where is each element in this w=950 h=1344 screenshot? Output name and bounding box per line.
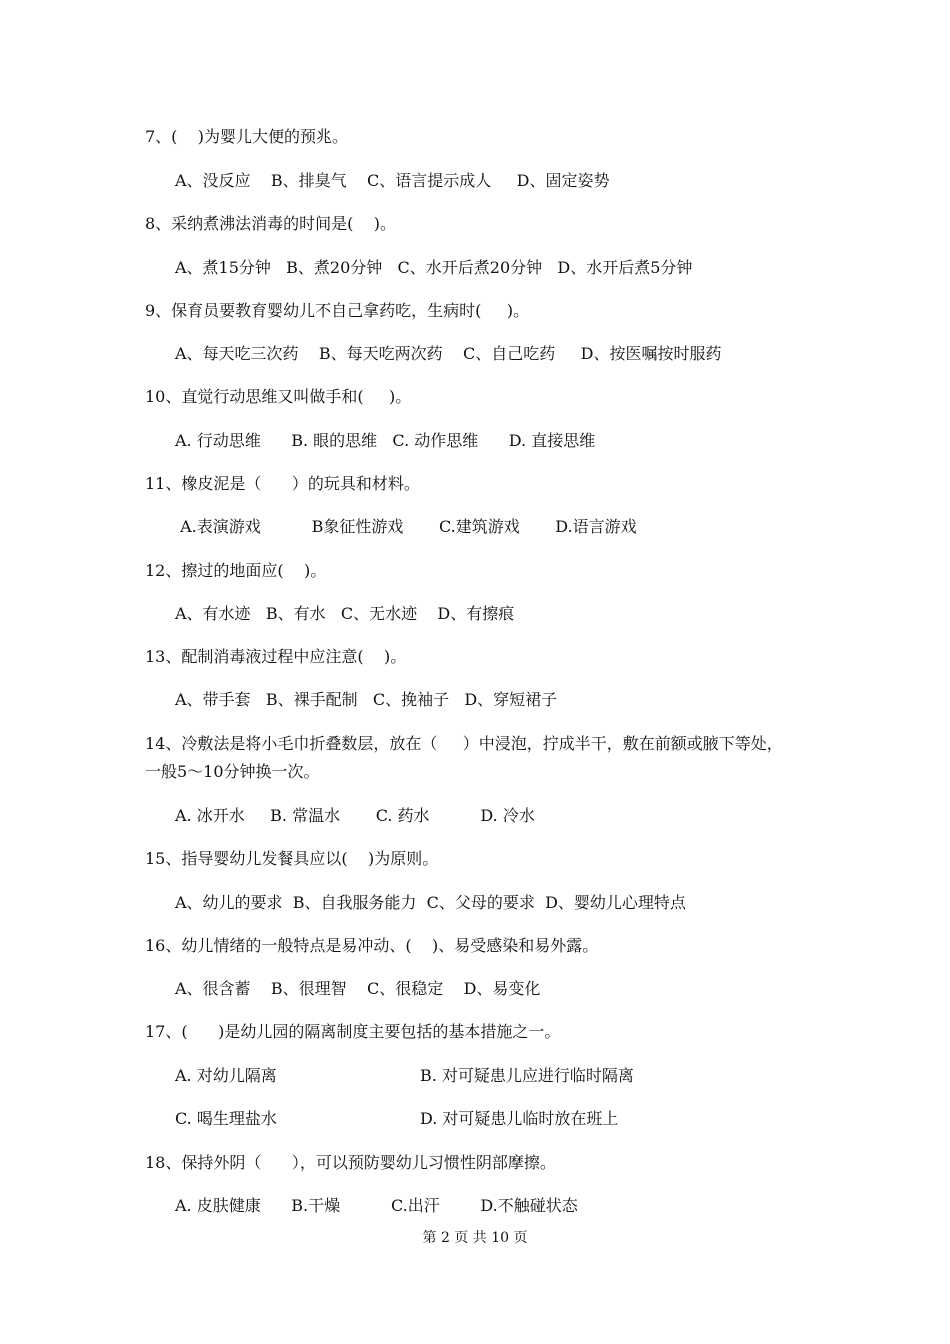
question-12-options: A、有水迹 B、有水 C、无水迹 D、有擦痕 [175, 604, 515, 623]
question-7-options: A、没反应 B、排臭气 C、语言提示成人 D、固定姿势 [175, 171, 610, 190]
page-number-footer: 第 2 页 共 10 页 [422, 1230, 528, 1246]
question-9: 9、保育员要教育婴幼儿不自己拿药吃，生病时( )。 [145, 301, 530, 320]
question-18-options: A. 皮肤健康 B.干燥 C.出汗 D.不触碰状态 [175, 1196, 578, 1215]
question-17-option-b: B. 对可疑患儿应进行临时隔离 [420, 1066, 634, 1085]
question-12: 12、擦过的地面应( )。 [145, 561, 327, 580]
question-13-options: A、带手套 B、裸手配制 C、挽袖子 D、穿短裙子 [175, 690, 558, 709]
question-15-options: A、幼儿的要求 B、自我服务能力 C、父母的要求 D、婴幼儿心理特点 [175, 893, 686, 912]
question-13: 13、配制消毒液过程中应注意( )。 [145, 647, 407, 666]
question-17-option-c: C. 喝生理盐水 [175, 1109, 277, 1128]
question-17: 17、( )是幼儿园的隔离制度主要包括的基本措施之一。 [145, 1022, 561, 1041]
question-16-options: A、很含蓄 B、很理智 C、很稳定 D、易变化 [175, 979, 541, 998]
question-15: 15、指导婴幼儿发餐具应以( )为原则。 [145, 849, 439, 868]
question-8-options: A、煮15分钟 B、煮20分钟 C、水开后煮20分钟 D、水开后煮5分钟 [175, 258, 693, 277]
question-10-options: A. 行动思维 B. 眼的思维 C. 动作思维 D. 直接思维 [175, 431, 596, 450]
question-7: 7、( )为婴儿大便的预兆。 [145, 127, 349, 146]
question-8: 8、采纳煮沸法消毒的时间是( )。 [145, 214, 397, 233]
question-17-option-d: D. 对可疑患儿临时放在班上 [420, 1109, 619, 1128]
question-14-options: A. 冰开水 B. 常温水 C. 药水 D. 冷水 [175, 806, 535, 825]
question-9-options: A、每天吃三次药 B、每天吃两次药 C、自己吃药 D、按医嘱按时服药 [175, 344, 722, 363]
question-18: 18、保持外阴（ ），可以预防婴幼儿习惯性阴部摩擦。 [145, 1153, 556, 1172]
question-14: 14、冷敷法是将小毛巾折叠数层，放在（ ）中浸泡，拧成半干，敷在前额或腋下等处， [145, 734, 783, 753]
question-17-option-a: A. 对幼儿隔离 [175, 1066, 277, 1085]
question-11-options: A.表演游戏 B象征性游戏 C.建筑游戏 D.语言游戏 [175, 517, 637, 536]
question-16: 16、幼儿情绪的一般特点是易冲动、( )、易受感染和易外露。 [145, 936, 599, 955]
question-10: 10、直觉行动思维又叫做手和( )。 [145, 387, 412, 406]
question-11: 11、橡皮泥是（ ）的玩具和材料。 [145, 474, 420, 493]
question-14-continued: 一般5～10分钟换一次。 [145, 762, 320, 781]
